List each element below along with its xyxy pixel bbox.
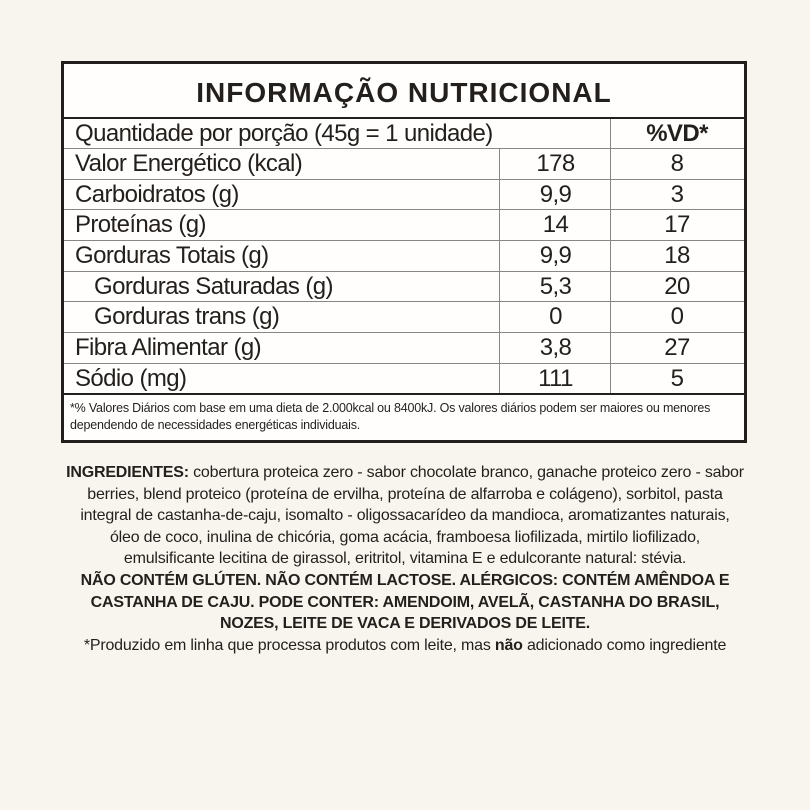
nutrition-title: INFORMAÇÃO NUTRICIONAL	[64, 64, 744, 119]
nutrient-quantity: 178	[536, 150, 575, 177]
nutrient-vd: 3	[670, 180, 684, 208]
ingredients-label: INGREDIENTES:	[66, 464, 189, 481]
nutrient-quantity: 5,3	[539, 272, 572, 300]
production-note-suffix: adicionado como ingrediente	[522, 636, 727, 654]
nutrition-facts-table	[61, 61, 747, 443]
column-divider	[499, 210, 500, 240]
table-row	[64, 149, 744, 180]
column-divider	[499, 364, 500, 393]
table-row	[64, 302, 744, 333]
nutrient-name: Gorduras Totais (g)	[75, 242, 269, 270]
table-row	[64, 333, 744, 364]
table-header-row	[64, 119, 744, 149]
ingredients-text: cobertura proteica zero - sabor chocolate branco, ganache proteico zero - sabor berries, blend proteico (proteína de ervilha, proteína de alfarroba e colágeno), sorbitol, pasta integral de castanha-de-caju, isomalto - oligossacarídeo da mandioca, aromatizantes naturais, óleo de coco, inulina de chicória, goma acácia, framboesa liofilizada, mirtilo liofilizado, emulsificante lecitina de girassol, eritritol, vitamina E e edulcorante natural: stévia.	[80, 464, 744, 568]
nutrient-vd: 5	[670, 364, 684, 392]
nutrient-name: Fibra Alimentar (g)	[75, 334, 261, 362]
table-row	[64, 272, 744, 303]
nutrient-vd: 0	[670, 303, 684, 331]
column-divider	[499, 180, 500, 210]
daily-values-footnote: *% Valores Diários com base em uma dieta de 2.000kcal ou 8400kJ. Os valores diários podem ser maiores ou menores dependendo de necessidades energéticas individuais.	[70, 400, 711, 432]
production-note-prefix: *Produzido em linha que processa produtos com leite, mas	[83, 636, 495, 654]
vd-header: %VD*	[646, 120, 708, 147]
column-divider	[499, 272, 500, 302]
nutrient-vd: 18	[664, 242, 690, 270]
column-divider	[499, 149, 500, 179]
table-row	[64, 210, 744, 241]
nutrient-vd: 8	[670, 150, 684, 177]
nutrient-quantity: 9,9	[539, 180, 572, 208]
nutrient-name: Carboidratos (g)	[75, 180, 239, 208]
column-divider	[499, 333, 500, 363]
column-divider	[499, 241, 500, 271]
nutrient-quantity: 14	[542, 211, 569, 239]
ingredients-paragraph	[64, 462, 746, 570]
table-row	[64, 364, 744, 395]
nutrient-vd: 27	[664, 334, 690, 362]
nutrient-name: Gorduras trans (g)	[94, 303, 280, 331]
allergens-statement: NÃO CONTÉM GLÚTEN. NÃO CONTÉM LACTOSE. ALÉRGICOS: CONTÉM AMÊNDOA E CASTANHA DE CAJU. PODE CONTER: AMENDOIM, AVELÃ, CASTANHA DO BRASIL, NOZES, LEITE DE VACA E DERIVADOS DE LEITE.	[80, 571, 730, 633]
nutrient-name: Sódio (mg)	[75, 364, 187, 392]
nutrient-name: Valor Energético (kcal)	[75, 150, 303, 177]
ingredients-block	[64, 462, 746, 656]
nutrient-quantity: 0	[549, 303, 562, 331]
nutrient-vd: 20	[664, 272, 690, 300]
nutrient-name: Gorduras Saturadas (g)	[94, 272, 333, 300]
table-row	[64, 180, 744, 211]
table-row	[64, 241, 744, 272]
column-divider	[499, 302, 500, 332]
nutrient-quantity: 3,8	[539, 334, 572, 362]
production-note	[64, 635, 746, 657]
nutrient-quantity: 9,9	[539, 242, 572, 270]
serving-label: Quantidade por porção (45g = 1 unidade)	[75, 120, 493, 147]
nutrient-name: Proteínas (g)	[75, 211, 206, 239]
nutrient-vd: 17	[664, 211, 690, 239]
nutrient-quantity: 111	[538, 364, 573, 392]
production-note-emphasis: não	[494, 636, 523, 654]
